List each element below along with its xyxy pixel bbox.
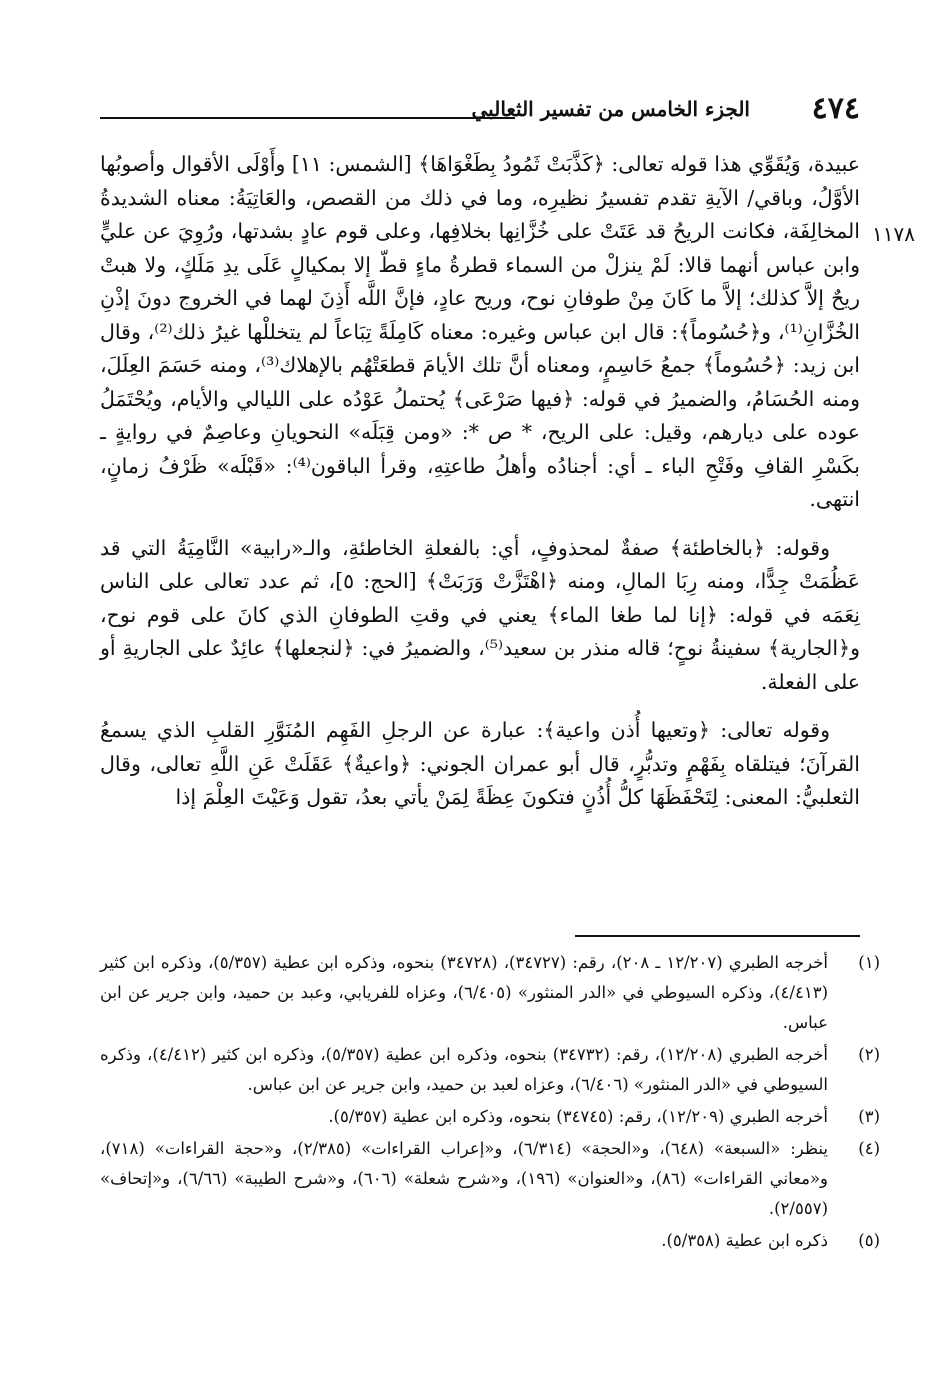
footnote	[100, 1102, 880, 1132]
page-header	[100, 91, 860, 129]
running-title: الجزء الخامس من تفسير الثعالبي	[471, 97, 750, 121]
footnote-text: أخرجه الطبري (١٢/٢٠٧ ـ ٢٠٨)، رقم: (٣٤٧٢٧)، (٣٤٧٢٨) بنحوه، وذكره ابن عطية (٥/٣٥٧)، وذكره ابن كثير (٤/٤١٣)، وذكره السيوطي في «الدر المنثور» (٦/٤٠٥)، وعزاه للفريابي، وعبد بن حميد، وابن جرير عن ابن عباس.	[100, 953, 828, 1032]
footnote-text: ذكره ابن عطية (٥/٣٥٨).	[661, 1231, 828, 1250]
footnote-text: ينظر: «السبعة» (٦٤٨)، و«الحجة» (٦/٣١٤)، و«إعراب القراءات» (٢/٣٨٥)، و«حجة القراءات» (٧١٨)، و«معاني القراءات» (٨٦)، و«العنوان» (١٩٦)، و«شرح شعلة» (٦٠٦)، و«شرح الطيبة» (٦/٦٦)، و«إتحاف» (٢/٥٥٧).	[100, 1139, 829, 1218]
footnote	[100, 1040, 880, 1100]
page-number: ٤٧٤	[811, 91, 860, 126]
header-rule	[100, 117, 515, 119]
paragraph: عبيدة، وَيُقَوِّي هذا قوله تعالى: ﴿كَذَّبَتْ ثَمُودُ بِطَغْوَاهَا﴾ [الشمس: ١١] وأَوْلَى الأقوال وأصوبُها الأوَّلُ، وباقي/ الآيةِ تقدم تفسيرُ نظيرِه، وما في ذلك من القصص، والعَاتِيَةُ: معناه الشديدةُ المخالِفَة، فكانت الريحُ قد عَتَتْ على خُزَّانِها بخلافِها، وعلى قوم عادٍ بشدتها، ورُوِيَ عن عليٍّ وابن عباس أنهما قالا: لَمْ ينزلْ من السماء قطرةُ ماءٍ قطّ إلا بمكيالٍ عَلَى يدِ مَلَكٍ، ولا هبتْ ريحٌ إلاَّ كذلك؛ إلاَّ ما كَانَ مِنْ طوفانِ نوح، وريح عادٍ، فإنَّ اللَّه أَذِنَ لهما في الخروج دونَ إذْنِ الخُزَّانِ⁽¹⁾، و﴿حُسُوماً﴾: قال ابن عباس وغيره: معناه كَامِلَةً تِبَاعاً لم يتخللْها غيرُ ذلك⁽²⁾، وقال ابن زيد: ﴿حُسُوماً﴾ جمعُ حَاسِمٍ، ومعناه أنَّ تلك الأيامَ قطعَتْهُم بالإهلاك⁽³⁾، ومنه حَسَمَ العِلَلَ، ومنه الحُسَامُ، والضميرُ في قوله: ﴿فيها صَرْعَى﴾ يُحتملُ عَوْدُه على الليالي والأيام، ويُحْتَمَلُ عوده على ديارهم، وقيل: على الريح، * ص *: «ومن قِبَلَه» النحويانِ وعاصِمٌ في روايةٍ ـ بكَسْرِ القافِ وفَتْحِ الباء ـ أي: أجنادُه وأهلُ طاعتِهِ، وقرأ الباقون⁽⁴⁾: «قَبْلَه» ظَرْفُ زمانٍ، انتهى.	[100, 152, 860, 511]
footnote-number: (٣)	[858, 1107, 880, 1126]
footnote-number: (٥)	[858, 1231, 880, 1250]
footnote	[100, 1134, 880, 1224]
main-text	[100, 148, 860, 830]
footnotes	[100, 948, 880, 1258]
paragraph: وقوله: ﴿بالخاطئة﴾ صفةٌ لمحذوفٍ، أي: بالفعلةِ الخاطئةِ، والـ«رابية» النَّامِيَةُ التي قد عَظُمَتْ جِدًّا، ومنه رِبَا المالِ، ومنه ﴿اهْتَزَّتْ وَرَبَتْ﴾ [الحج: ٥]، ثم عدد تعالى على الناس نِعَمَه في قوله: ﴿إنا لما طغا الماء﴾ يعني في وقتِ الطوفانِ الذي كانَ على قوم نوح، و﴿الجارية﴾ سفينةُ نوحٍ؛ قاله منذر بن سعيد⁽⁵⁾، والضميرُ في: ﴿لنجعلها﴾ عائِدٌ على الجاريةِ أو على الفعلة.	[100, 535, 861, 694]
footnote	[100, 1226, 880, 1256]
footnote-number: (٢)	[858, 1045, 880, 1064]
footnote-text: أخرجه الطبري (١٢/٢٠٨)، رقم: (٣٤٧٣٢) بنحوه، وذكره ابن عطية (٥/٣٥٧)، وذكره ابن كثير (٤/٤١٢)، وذكره السيوطي في «الدر المنثور» (٦/٤٠٦)، وعزاه لعبد بن حميد، وابن جرير عن ابن عباس.	[100, 1045, 828, 1094]
paragraph: وقوله تعالى: ﴿وتعيها أُذن واعية﴾: عبارة عن الرجلِ الفَهِم المُنَوَّرِ القلبِ الذي يسمعُ القرآنَ؛ فيتلقاه بِفَهْمٍ وتدبُّرٍ، قال أبو عمران الجوني: ﴿واعيةٌ﴾ عَقَلَتْ عَنِ اللَّهِ تعالى، وقال الثعلبيُّ: المعنى: لِتَحْفَظَهَا كلُّ أُذُنٍ فتكونَ عِظَةً لِمَنْ يأتي بعدُ، تقول وَعَيْتَ العِلْمَ إذا	[100, 718, 860, 809]
footnote-text: أخرجه الطبري (١٢/٢٠٩)، رقم: (٣٤٧٤٥) بنحوه، وذكره ابن عطية (٥/٣٥٧).	[328, 1107, 828, 1126]
footnote-number: (٤)	[858, 1139, 880, 1158]
footnote	[100, 948, 880, 1038]
footnote-separator	[575, 935, 860, 937]
margin-page-reference: ١١٧٨	[872, 222, 915, 246]
footnote-number: (١)	[858, 953, 880, 972]
